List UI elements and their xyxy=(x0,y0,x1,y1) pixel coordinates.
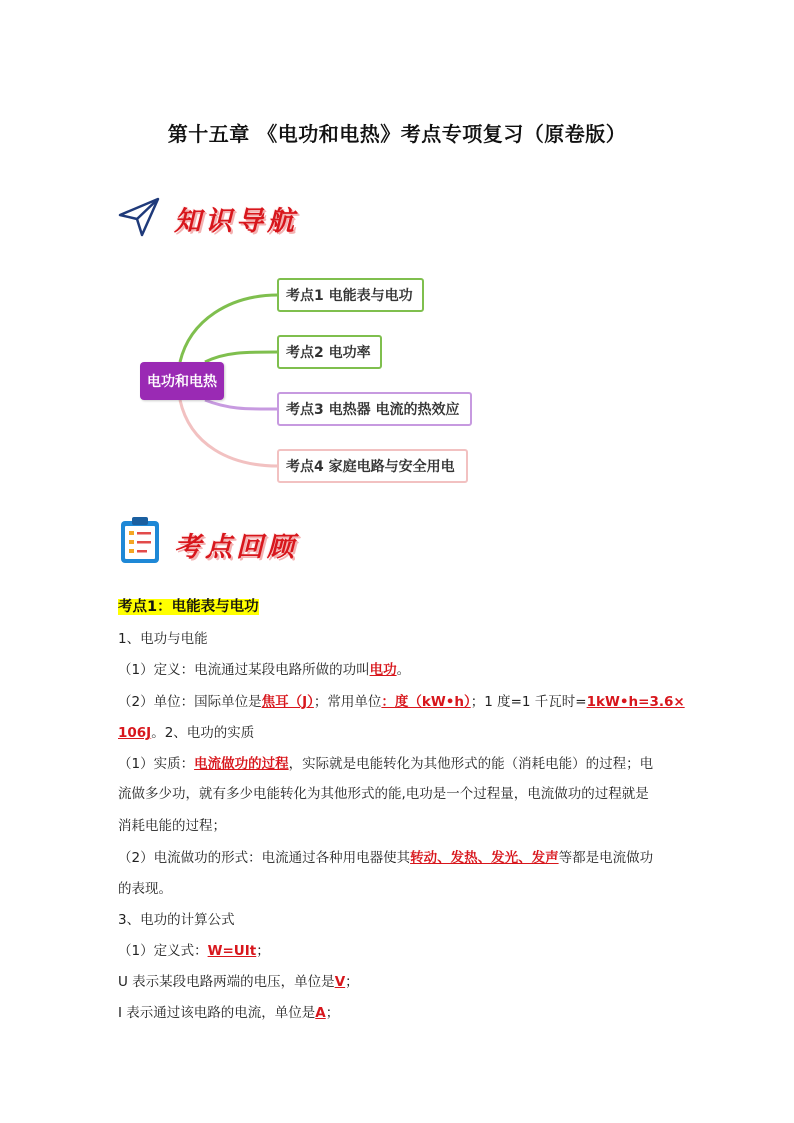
topic1-heading: 考点1：电能表与电功 xyxy=(118,599,259,615)
formula-line: （1）定义式：W=UIt； xyxy=(118,943,270,959)
section-1-title: 1、电功与电能 xyxy=(118,631,208,647)
branch-topic-1: 考点1 电能表与电功 xyxy=(277,278,424,312)
essence-line-2: 流做多少功，就有多少电能转化为其他形式的能,电功是一个过程量，电流做功的过程就是 xyxy=(118,786,649,802)
voltage-line: U 表示某段电路两端的电压，单位是V； xyxy=(118,974,359,990)
branch-topic-4: 考点4 家庭电路与安全用电 xyxy=(277,449,468,483)
unit-line-cont: 106J。2、电功的实质 xyxy=(118,725,255,741)
essence-line-3: 消耗电能的过程； xyxy=(118,818,226,834)
review-title: 考点回顾 xyxy=(174,532,298,563)
knowledge-nav-title: 知识导航 xyxy=(174,206,298,237)
branch-topic-3: 考点3 电热器 电流的热效应 xyxy=(277,392,472,426)
essence-line-1: （1）实质：电流做功的过程，实际就是电能转化为其他形式的能（消耗电能）的过程；电 xyxy=(118,756,654,772)
clipboard-checklist-icon xyxy=(118,515,162,565)
forms-line-1: （2）电流做功的形式：电流通过各种用电器使其转动、发热、发光、发声等都是电流做功 xyxy=(118,850,654,866)
forms-line-2: 的表现。 xyxy=(118,881,172,897)
mind-map-center: 电功和电热 xyxy=(140,362,224,400)
definition-line: （1）定义：电流通过某段电路所做的功叫电功。 xyxy=(118,662,411,678)
page-title: 第十五章 《电功和电热》考点专项复习（原卷版） xyxy=(167,122,627,146)
unit-line: （2）单位：国际单位是焦耳（J）；常用单位：度（kW•h）；1 度=1 千瓦时=1kW•h=3.6× xyxy=(118,694,685,710)
branch-topic-2: 考点2 电功率 xyxy=(277,335,382,369)
review-heading xyxy=(118,515,418,575)
section-3-title: 3、电功的计算公式 xyxy=(118,912,235,928)
current-line: I 表示通过该电路的电流，单位是A； xyxy=(118,1005,340,1021)
